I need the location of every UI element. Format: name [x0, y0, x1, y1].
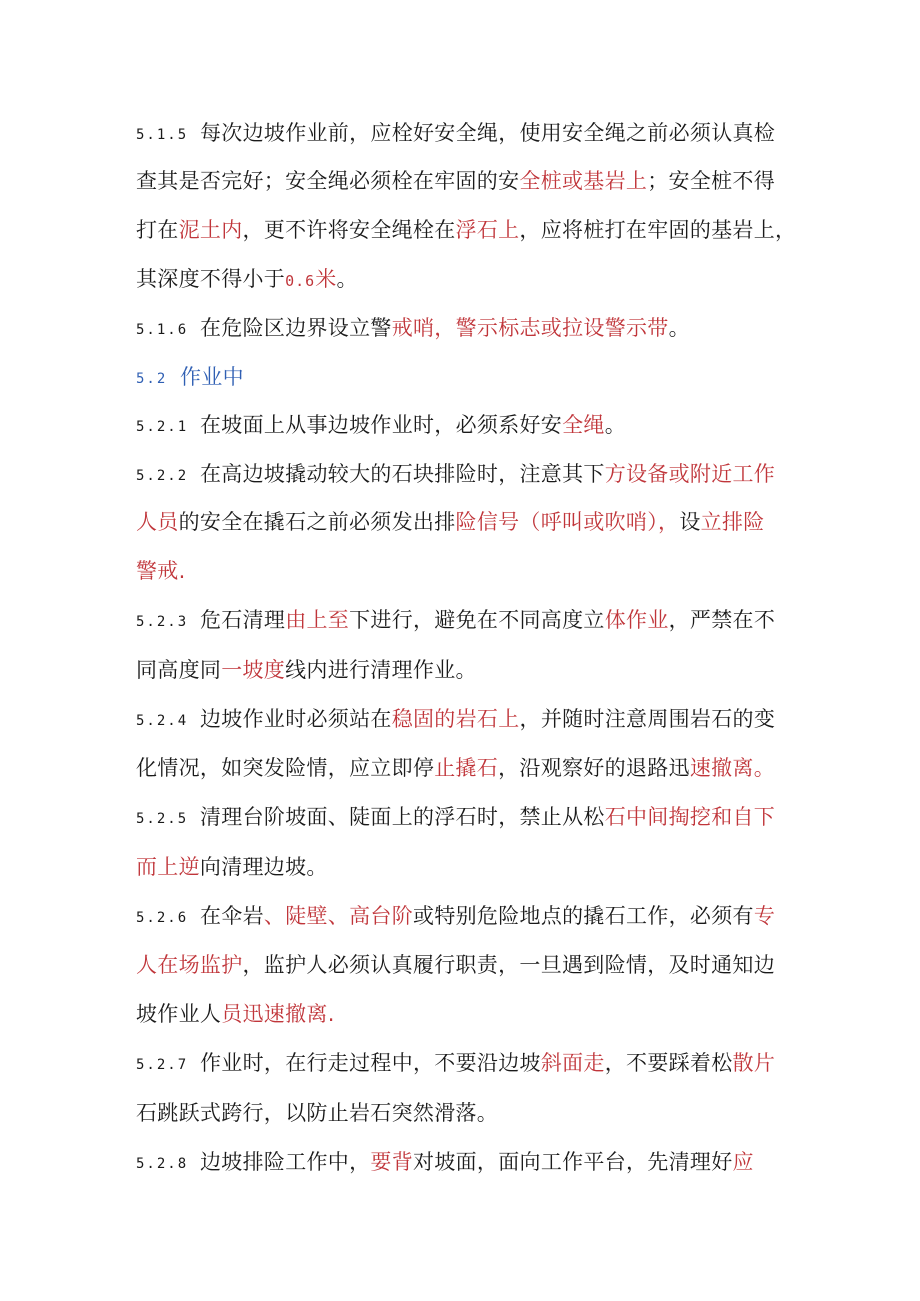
highlighted-text: 应 [732, 1150, 754, 1174]
text-line [136, 259, 358, 299]
text-line [136, 1093, 498, 1133]
body-text: 在伞岩 [200, 904, 264, 928]
body-text: 。 [336, 267, 358, 291]
body-text: 边坡作业时必须站在 [200, 707, 392, 731]
highlighted-text: 、陡壁、高台阶 [263, 904, 414, 928]
body-text: ，更不许将安全绳栓在 [242, 218, 456, 242]
text-line [136, 847, 328, 887]
body-text: 作业时，在行走过程中，不要沿边坡 [200, 1051, 541, 1075]
text-line [136, 896, 775, 936]
highlighted-text: 人员 [136, 510, 179, 534]
highlighted-text: 立排险 [700, 510, 765, 534]
body-text: 下进行，避免在不同高度立 [349, 608, 605, 632]
body-text: 在危险区边界设立警 [200, 316, 392, 340]
body-text: 。 [668, 316, 690, 340]
body-text: 坡作业人 [136, 1002, 222, 1026]
clause-number: 5.2.2 [136, 468, 189, 484]
highlighted-text: 由上至 [285, 608, 350, 632]
body-text: ；安全桩不得 [647, 169, 776, 193]
text-line [136, 161, 775, 201]
highlighted-text: 稳固的岩石上 [391, 707, 520, 731]
body-text: ，监护人必须认真履行职责，一旦遇到险情，及时通知边 [242, 953, 775, 977]
clause-number: 5.1.6 [136, 322, 189, 338]
text-line [136, 699, 775, 739]
body-text: 化情况，如突发险情，应立即停 [136, 756, 435, 780]
text-line [136, 113, 775, 153]
body-text: 或特别危险地点的撬石工作，必须有 [413, 904, 754, 928]
text-line [136, 405, 626, 445]
body-text: ，应将桩打在牢固的基岩上， [519, 218, 797, 242]
highlighted-text: 一坡度 [221, 658, 286, 682]
section-heading [136, 357, 244, 397]
highlighted-text: 0.6 [285, 272, 316, 290]
text-line [136, 945, 775, 985]
body-text: 同高度同 [136, 658, 222, 682]
clause-number: 5.2.1 [136, 419, 189, 435]
highlighted-text: 速撤离。 [689, 756, 776, 780]
clause-number: 5.2.7 [136, 1057, 189, 1073]
body-text: 其深度不得小于 [136, 267, 286, 291]
body-text: 查其是否完好；安全绳必须栓在牢固的安 [136, 169, 520, 193]
body-text: 向清理边坡。 [199, 855, 328, 879]
clause-number: 5.1.5 [136, 127, 189, 143]
clause-number: 5.2.8 [136, 1156, 189, 1172]
body-text: ，不要踩着松 [604, 1051, 733, 1075]
highlighted-text: 斜面走 [540, 1051, 605, 1075]
body-text: ，严禁在不 [668, 608, 776, 632]
highlighted-text: 险信号（呼叫或吹哨）， [455, 510, 680, 534]
highlighted-text: 全绳 [562, 413, 605, 437]
text-line [136, 502, 765, 542]
highlighted-text: 石中间掏挖和自下 [604, 805, 776, 829]
body-text: 设 [679, 510, 701, 534]
highlighted-text: 全桩或基岩上 [519, 169, 648, 193]
body-text: 石跳跃式跨行，以防止岩石突然滑落。 [136, 1101, 499, 1125]
clause-number: 5.2.4 [136, 713, 189, 729]
body-text: 对坡面，面向工作平台，先清理好 [413, 1150, 733, 1174]
text-line [136, 454, 775, 494]
text-line [136, 748, 775, 788]
body-text: 线内进行清理作业。 [285, 658, 477, 682]
highlighted-text: 泥土内 [178, 218, 243, 242]
body-text: 打在 [136, 218, 179, 242]
body-text: ，并随时注意周围岩石的变 [519, 707, 776, 731]
body-text: 在高边坡撬动较大的石块排险时，注意其下 [200, 462, 605, 486]
highlighted-text: 散片 [732, 1051, 776, 1075]
body-text: 清理台阶坡面、陡面上的浮石时，禁止从松 [200, 805, 605, 829]
text-line [136, 210, 796, 250]
text-line [136, 994, 335, 1034]
highlighted-text: 要背 [370, 1150, 414, 1174]
clause-number: 5.2.6 [136, 910, 189, 926]
highlighted-text: 而上逆 [136, 855, 200, 879]
body-text: 在坡面上从事边坡作业时，必须系好安 [200, 413, 563, 437]
text-line [136, 650, 477, 690]
clause-number: 5.2.5 [136, 811, 189, 827]
text-line [136, 1043, 775, 1083]
highlighted-text: 体作业 [604, 608, 669, 632]
text-line [136, 308, 690, 348]
highlighted-text: 警戒. [136, 559, 186, 583]
body-text: 边坡排险工作中， [200, 1150, 371, 1174]
highlighted-text: 方设备或附近工作 [604, 462, 776, 486]
body-text: 危石清理 [200, 608, 286, 632]
text-line [136, 797, 775, 837]
clause-number: 5.2.3 [136, 614, 189, 630]
body-text: ，沿观察好的退路迅 [498, 756, 690, 780]
highlighted-text: 戒哨，警示标志或拉设警示带 [391, 316, 669, 340]
highlighted-text: 员迅速撤离. [221, 1002, 335, 1026]
highlighted-text: 专 [753, 904, 776, 928]
text-line [136, 600, 775, 640]
body-text: 的安全在撬石之前必须发出排 [178, 510, 456, 534]
text-line [136, 551, 186, 591]
highlighted-text: 米 [315, 267, 337, 291]
section-title: 作业中 [180, 365, 244, 389]
highlighted-text: 浮石上 [455, 218, 520, 242]
section-number: 5.2 [136, 371, 168, 387]
body-text: 每次边坡作业前，应栓好安全绳，使用安全绳之前必须认真检 [200, 121, 776, 145]
highlighted-text: 止撬石 [434, 756, 499, 780]
body-text: 。 [604, 413, 627, 437]
highlighted-text: 人在场监护 [136, 953, 243, 977]
text-line [136, 1142, 754, 1182]
